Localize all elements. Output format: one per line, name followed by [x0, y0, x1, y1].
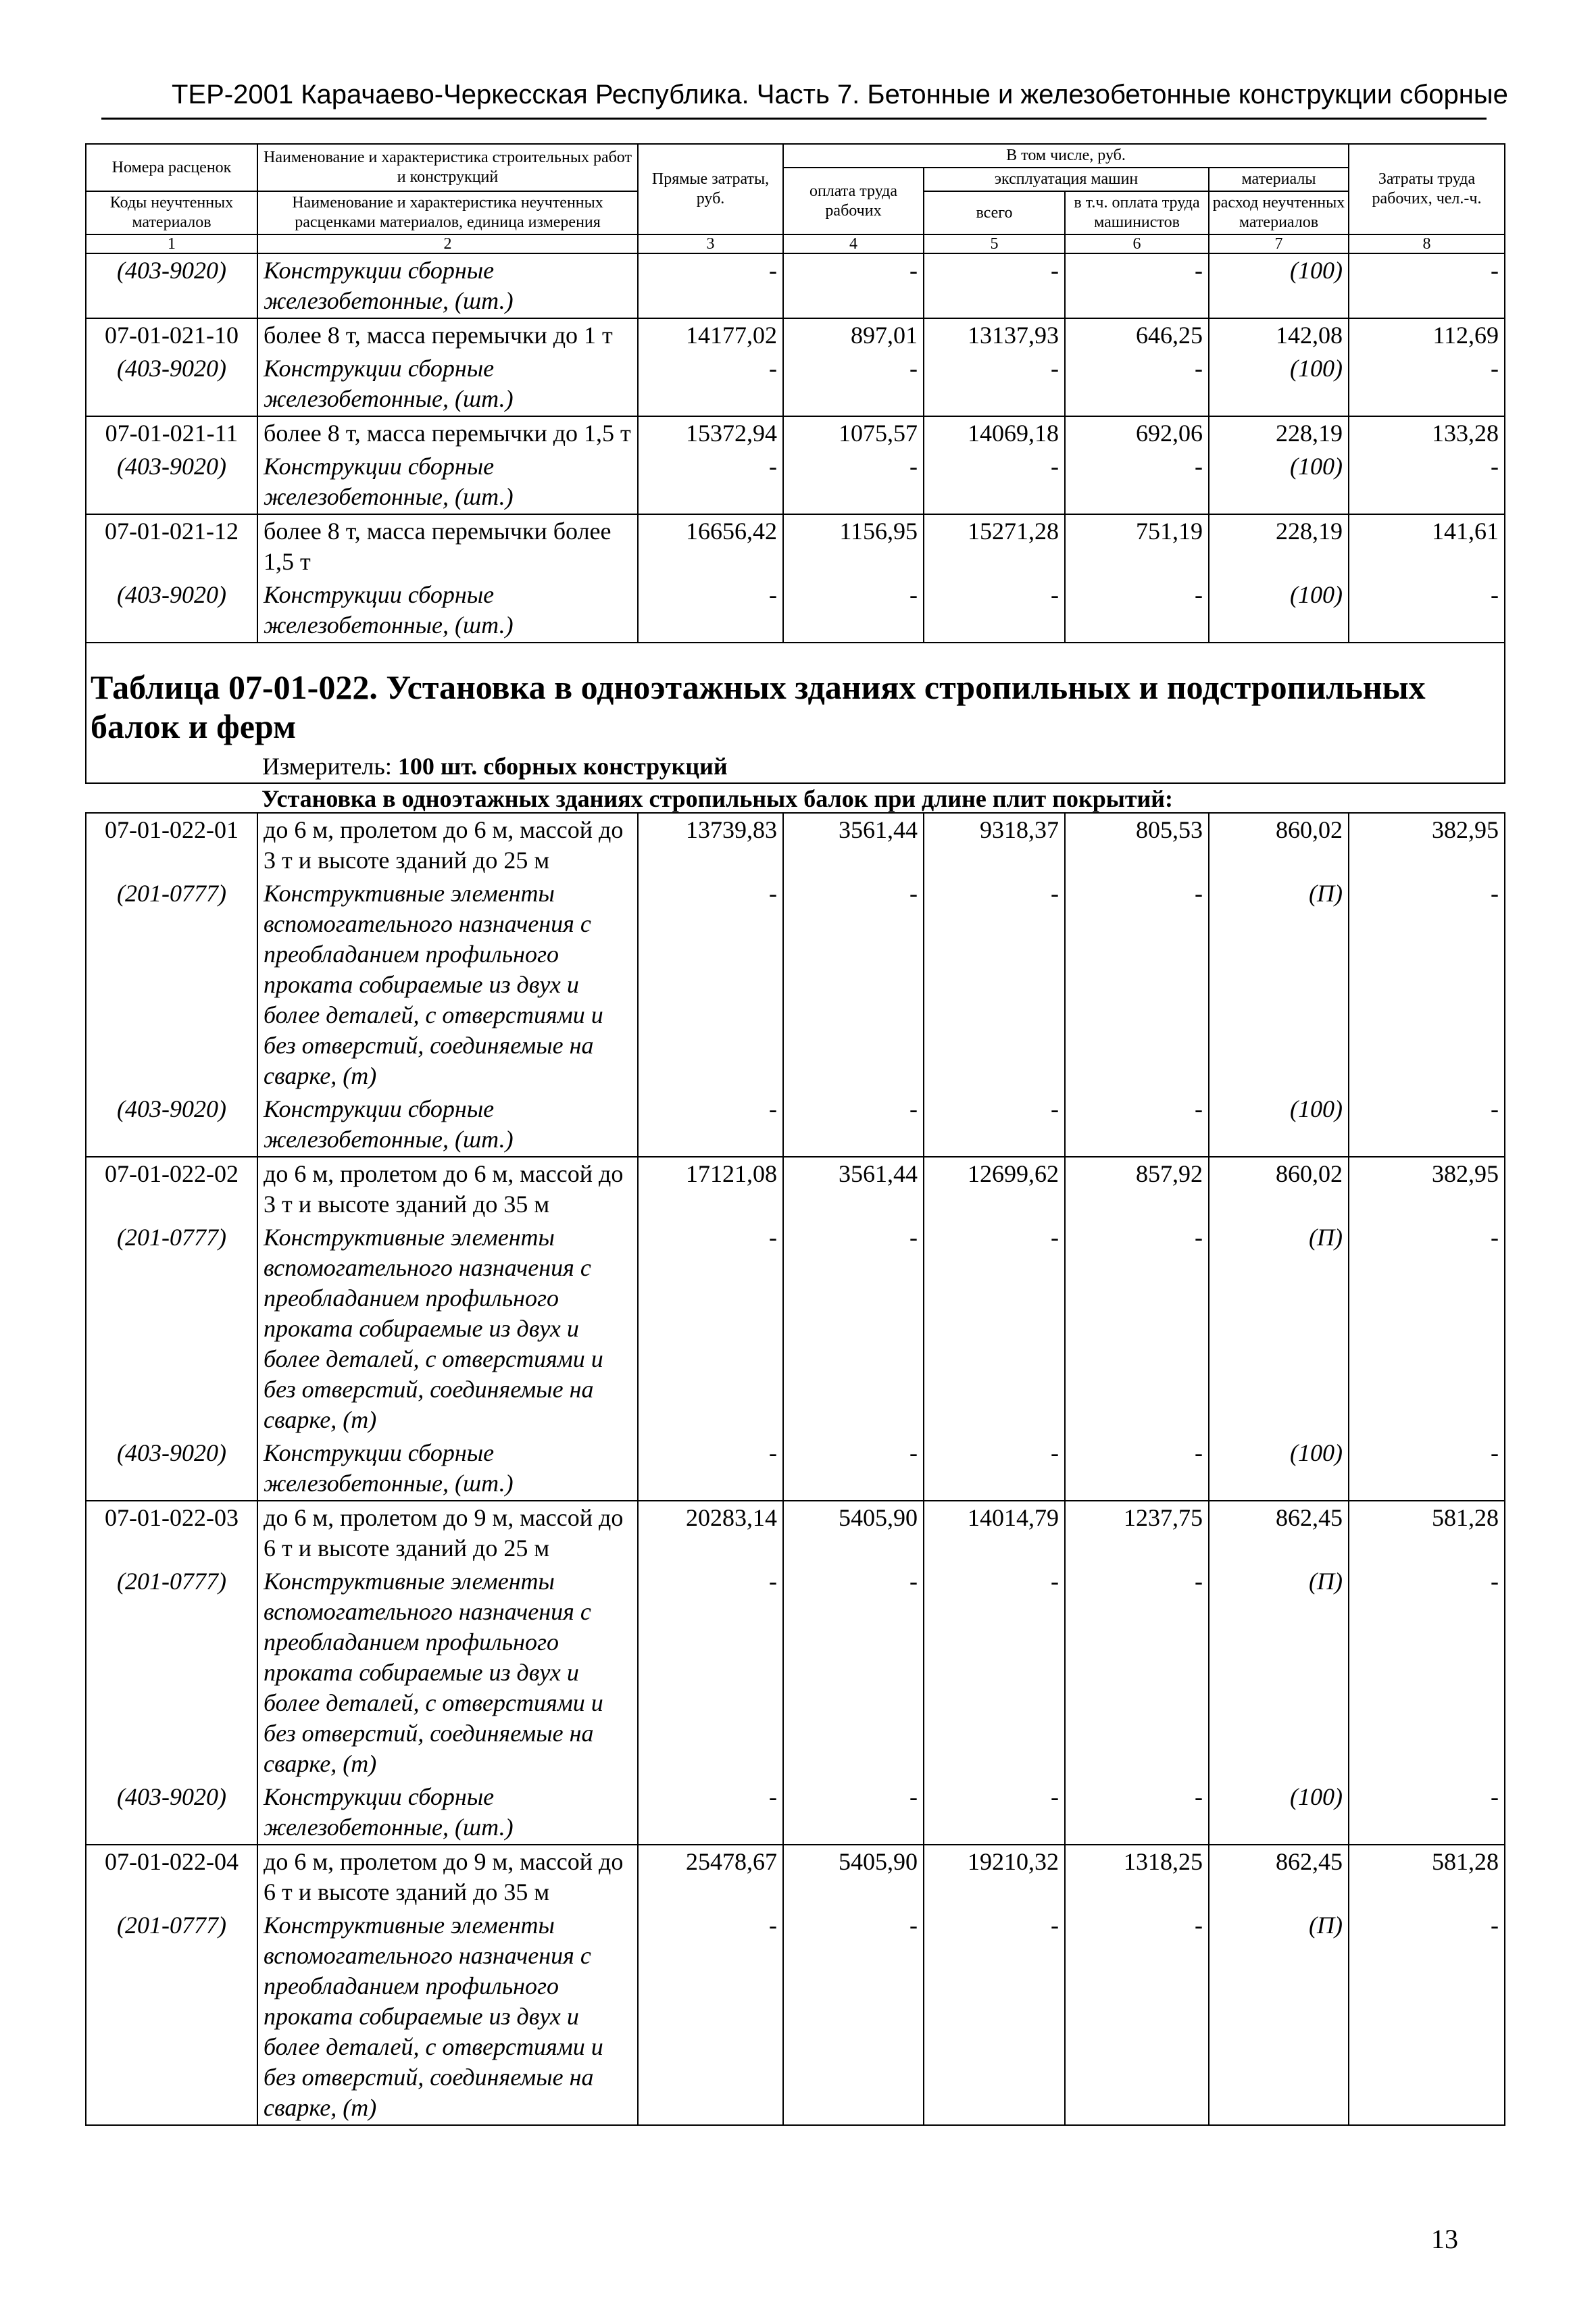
col-direct-costs-header: Прямые затраты, руб. [638, 144, 783, 234]
empty-value-dash: - [783, 1565, 924, 1781]
empty-value-dash: - [924, 1781, 1065, 1845]
operator-wages: 692,06 [1065, 416, 1209, 450]
empty-value-dash: - [1349, 253, 1505, 318]
empty-value-dash: - [1349, 450, 1505, 514]
labor-costs: 581,28 [1349, 1845, 1505, 1909]
rate-code: 07-01-021-11 [86, 416, 257, 450]
direct-costs: 14177,02 [638, 318, 783, 352]
empty-value-dash: - [783, 877, 924, 1093]
material-row [86, 1781, 1505, 1845]
direct-costs: 15372,94 [638, 416, 783, 450]
material-row [86, 1565, 1505, 1781]
worker-wages: 1075,57 [783, 416, 924, 450]
material-name: Конструкции сборные железобетонные, (шт.) [257, 1093, 638, 1157]
material-costs: 862,45 [1209, 1845, 1349, 1909]
operator-wages: 646,25 [1065, 318, 1209, 352]
material-row [86, 1437, 1505, 1501]
material-name: Конструкции сборные железобетонные, (шт.) [257, 578, 638, 643]
material-name: Конструкции сборные железобетонные, (шт.) [257, 253, 638, 318]
material-name: Конструкции сборные железобетонные, (шт.) [257, 450, 638, 514]
direct-costs: 25478,67 [638, 1845, 783, 1909]
labor-costs: 382,95 [1349, 1157, 1505, 1221]
table-row [86, 1157, 1505, 1221]
material-costs: 860,02 [1209, 1157, 1349, 1221]
col-machines-total-header: всего [924, 191, 1065, 234]
empty-value-dash: - [638, 1093, 783, 1157]
material-quantity: (100) [1209, 1781, 1349, 1845]
rate-code: 07-01-021-12 [86, 514, 257, 578]
empty-value-dash: - [1065, 1781, 1209, 1845]
worker-wages: 3561,44 [783, 813, 924, 877]
rate-code: 07-01-022-02 [86, 1157, 257, 1221]
material-costs: 142,08 [1209, 318, 1349, 352]
empty-value-dash: - [1065, 1437, 1209, 1501]
empty-value-dash: - [1065, 352, 1209, 416]
direct-costs: 20283,14 [638, 1501, 783, 1565]
material-code: (403-9020) [86, 352, 257, 416]
empty-value-dash: - [1065, 450, 1209, 514]
empty-value-dash: - [638, 1221, 783, 1437]
empty-value-dash: - [638, 1565, 783, 1781]
empty-value-dash: - [783, 1093, 924, 1157]
empty-value-dash: - [783, 253, 924, 318]
empty-value-dash: - [638, 1781, 783, 1845]
worker-wages: 5405,90 [783, 1845, 924, 1909]
work-description: до 6 м, пролетом до 6 м, массой до 3 т и высоте зданий до 25 м [257, 813, 638, 877]
operator-wages: 857,92 [1065, 1157, 1209, 1221]
material-name: Конструктивные элементы вспомогательного назначения с преобладанием профильного проката собираемые из двух и более деталей, с отверстиями и без отверстий, соединяемые на сварке, (т) [257, 1909, 638, 2125]
col-materials-header: материалы [1209, 168, 1349, 191]
col-material-names-header: Наименование и характеристика неучтенных расценками материалов, единица измерения [257, 191, 638, 234]
material-code: (201-0777) [86, 1565, 257, 1781]
empty-value-dash: - [1349, 578, 1505, 643]
operator-wages: 805,53 [1065, 813, 1209, 877]
empty-value-dash: - [783, 352, 924, 416]
col-machines-header: эксплуатация машин [924, 168, 1209, 191]
operator-wages: 1318,25 [1065, 1845, 1209, 1909]
material-code: (201-0777) [86, 1909, 257, 2125]
col-wages-header: оплата труда рабочих [783, 168, 924, 234]
material-quantity: (100) [1209, 253, 1349, 318]
empty-value-dash: - [638, 877, 783, 1093]
empty-value-dash: - [638, 578, 783, 643]
table-row [86, 1845, 1505, 1909]
work-description: более 8 т, масса перемычки более 1,5 т [257, 514, 638, 578]
material-row [86, 1221, 1505, 1437]
work-description: более 8 т, масса перемычки до 1 т [257, 318, 638, 352]
machine-costs: 12699,62 [924, 1157, 1065, 1221]
empty-value-dash: - [783, 1221, 924, 1437]
empty-value-dash: - [638, 253, 783, 318]
col-labor-costs-header: Затраты труда рабочих, чел.-ч. [1349, 144, 1505, 234]
measure-label: Измеритель: [262, 753, 392, 780]
col-including-header: В том числе, руб. [783, 144, 1349, 168]
rate-code: 07-01-022-01 [86, 813, 257, 877]
empty-value-dash: - [1349, 1909, 1505, 2125]
material-code: (403-9020) [86, 450, 257, 514]
material-code: (403-9020) [86, 253, 257, 318]
material-name: Конструктивные элементы вспомогательного назначения с преобладанием профильного проката собираемые из двух и более деталей, с отверстиями и без отверстий, соединяемые на сварке, (т) [257, 1221, 638, 1437]
labor-costs: 581,28 [1349, 1501, 1505, 1565]
direct-costs: 17121,08 [638, 1157, 783, 1221]
col-operators-wages-header: в т.ч. оплата труда машинистов [1065, 191, 1209, 234]
empty-value-dash: - [1065, 1221, 1209, 1437]
material-quantity: (100) [1209, 1437, 1349, 1501]
empty-value-dash: - [783, 1781, 924, 1845]
column-numbers-row [86, 234, 1505, 253]
col-num-4: 4 [783, 234, 924, 253]
material-costs: 228,19 [1209, 416, 1349, 450]
material-code: (403-9020) [86, 578, 257, 643]
empty-value-dash: - [924, 1093, 1065, 1157]
col-rate-number-header: Номера расценок [86, 144, 257, 191]
material-code: (403-9020) [86, 1093, 257, 1157]
material-quantity: (100) [1209, 352, 1349, 416]
machine-costs: 9318,37 [924, 813, 1065, 877]
page-number: 13 [1431, 2224, 1458, 2254]
machine-costs: 15271,28 [924, 514, 1065, 578]
material-quantity: (100) [1209, 450, 1349, 514]
empty-value-dash: - [783, 1909, 924, 2125]
material-row [86, 450, 1505, 514]
measure-unit [86, 753, 1505, 783]
empty-value-dash: - [924, 352, 1065, 416]
measure-value: 100 шт. сборных конструкций [397, 753, 728, 780]
header-rule [101, 118, 1487, 120]
col-material-codes-header: Коды неучтенных материалов [86, 191, 257, 234]
col-num-5: 5 [924, 234, 1065, 253]
empty-value-dash: - [638, 450, 783, 514]
material-row [86, 352, 1505, 416]
table-row [86, 514, 1505, 578]
material-row [86, 1093, 1505, 1157]
work-description: до 6 м, пролетом до 9 м, массой до 6 т и высоте зданий до 25 м [257, 1501, 638, 1565]
empty-value-dash: - [638, 1437, 783, 1501]
empty-value-dash: - [1349, 1221, 1505, 1437]
empty-value-dash: - [1349, 877, 1505, 1093]
material-name: Конструкции сборные железобетонные, (шт.) [257, 352, 638, 416]
material-costs: 862,45 [1209, 1501, 1349, 1565]
operator-wages: 751,19 [1065, 514, 1209, 578]
col-material-consumption-header: расход неучтенных материалов [1209, 191, 1349, 234]
table-row [86, 416, 1505, 450]
material-name: Конструкции сборные железобетонные, (шт.) [257, 1437, 638, 1501]
material-row [86, 253, 1505, 318]
worker-wages: 897,01 [783, 318, 924, 352]
empty-value-dash: - [1065, 1909, 1209, 2125]
material-quantity: (100) [1209, 1093, 1349, 1157]
work-description: до 6 м, пролетом до 6 м, массой до 3 т и высоте зданий до 35 м [257, 1157, 638, 1221]
empty-value-dash: - [924, 1221, 1065, 1437]
empty-value-dash: - [1349, 1781, 1505, 1845]
section-subheader: Установка в одноэтажных зданиях стропильных балок при длине плит покрытий: [86, 783, 1505, 813]
col-num-6: 6 [1065, 234, 1209, 253]
empty-value-dash: - [924, 253, 1065, 318]
material-quantity: (П) [1209, 877, 1349, 1093]
machine-costs: 14069,18 [924, 416, 1065, 450]
col-num-8: 8 [1349, 234, 1505, 253]
empty-value-dash: - [1065, 1093, 1209, 1157]
direct-costs: 16656,42 [638, 514, 783, 578]
col-work-name-header: Наименование и характеристика строительных работ и конструкций [257, 144, 638, 191]
direct-costs: 13739,83 [638, 813, 783, 877]
rate-code: 07-01-022-03 [86, 1501, 257, 1565]
operator-wages: 1237,75 [1065, 1501, 1209, 1565]
empty-value-dash: - [924, 450, 1065, 514]
material-quantity: (П) [1209, 1221, 1349, 1437]
empty-value-dash: - [924, 877, 1065, 1093]
worker-wages: 3561,44 [783, 1157, 924, 1221]
material-name: Конструктивные элементы вспомогательного назначения с преобладанием профильного проката собираемые из двух и более деталей, с отверстиями и без отверстий, соединяемые на сварке, (т) [257, 1565, 638, 1781]
table-row [86, 318, 1505, 352]
empty-value-dash: - [1349, 352, 1505, 416]
material-quantity: (П) [1209, 1909, 1349, 2125]
empty-value-dash: - [924, 1565, 1065, 1781]
labor-costs: 382,95 [1349, 813, 1505, 877]
rates-table [85, 143, 1505, 2126]
empty-value-dash: - [924, 578, 1065, 643]
labor-costs: 141,61 [1349, 514, 1505, 578]
material-quantity: (П) [1209, 1565, 1349, 1781]
empty-value-dash: - [924, 1437, 1065, 1501]
empty-value-dash: - [783, 450, 924, 514]
col-num-3: 3 [638, 234, 783, 253]
material-row [86, 578, 1505, 643]
empty-value-dash: - [1065, 877, 1209, 1093]
empty-value-dash: - [783, 1437, 924, 1501]
machine-costs: 13137,93 [924, 318, 1065, 352]
empty-value-dash: - [1065, 1565, 1209, 1781]
material-code: (403-9020) [86, 1437, 257, 1501]
labor-costs: 112,69 [1349, 318, 1505, 352]
material-row [86, 1909, 1505, 2125]
material-quantity: (100) [1209, 578, 1349, 643]
material-costs: 860,02 [1209, 813, 1349, 877]
empty-value-dash: - [924, 1909, 1065, 2125]
page-header: ТЕР-2001 Карачаево-Черкесская Республика. Часть 7. Бетонные и железобетонные конструкции сборные [172, 80, 1508, 109]
empty-value-dash: - [1065, 578, 1209, 643]
material-code: (201-0777) [86, 877, 257, 1093]
col-num-1: 1 [86, 234, 257, 253]
material-code: (403-9020) [86, 1781, 257, 1845]
table-row [86, 1501, 1505, 1565]
material-code: (201-0777) [86, 1221, 257, 1437]
labor-costs: 133,28 [1349, 416, 1505, 450]
empty-value-dash: - [1065, 253, 1209, 318]
col-num-2: 2 [257, 234, 638, 253]
material-row [86, 877, 1505, 1093]
machine-costs: 19210,32 [924, 1845, 1065, 1909]
work-description: до 6 м, пролетом до 9 м, массой до 6 т и высоте зданий до 35 м [257, 1845, 638, 1909]
worker-wages: 5405,90 [783, 1501, 924, 1565]
empty-value-dash: - [1349, 1437, 1505, 1501]
material-costs: 228,19 [1209, 514, 1349, 578]
empty-value-dash: - [783, 578, 924, 643]
material-name: Конструкции сборные железобетонные, (шт.) [257, 1781, 638, 1845]
empty-value-dash: - [638, 1909, 783, 2125]
material-name: Конструктивные элементы вспомогательного назначения с преобладанием профильного проката собираемые из двух и более деталей, с отверстиями и без отверстий, соединяемые на сварке, (т) [257, 877, 638, 1093]
table-title: Таблица 07-01-022. Установка в одноэтажных зданиях стропильных и подстропильных балок и ферм [86, 643, 1505, 753]
rate-code: 07-01-021-10 [86, 318, 257, 352]
empty-value-dash: - [638, 352, 783, 416]
machine-costs: 14014,79 [924, 1501, 1065, 1565]
col-num-7: 7 [1209, 234, 1349, 253]
work-description: более 8 т, масса перемычки до 1,5 т [257, 416, 638, 450]
empty-value-dash: - [1349, 1565, 1505, 1781]
rate-code: 07-01-022-04 [86, 1845, 257, 1909]
worker-wages: 1156,95 [783, 514, 924, 578]
empty-value-dash: - [1349, 1093, 1505, 1157]
table-row [86, 813, 1505, 877]
